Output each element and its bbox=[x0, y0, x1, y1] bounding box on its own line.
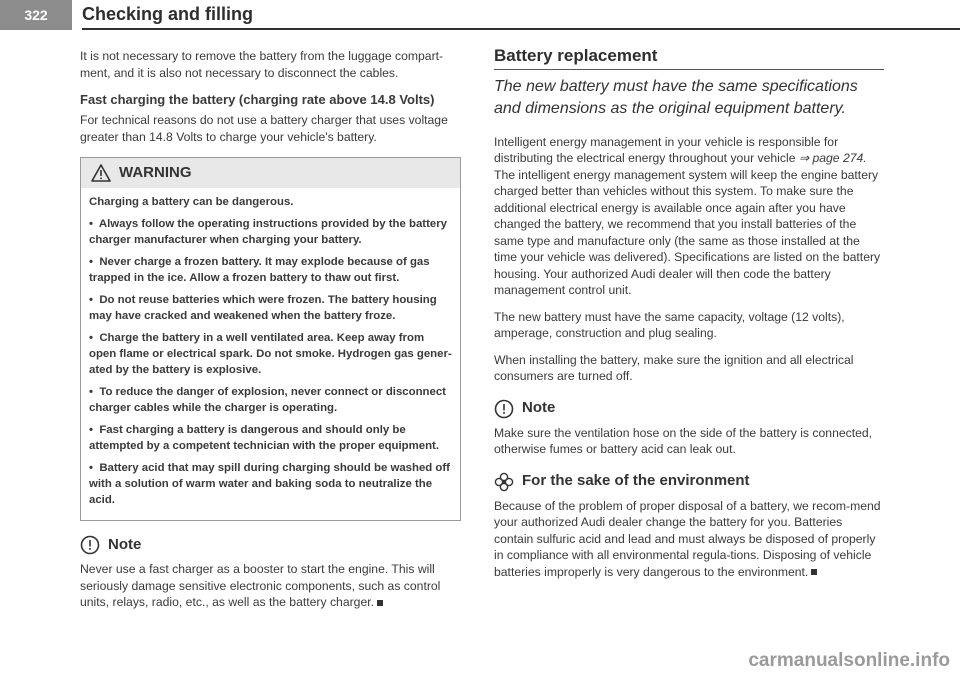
fast-charging-text: For technical reasons do not use a battery charger that uses voltage greater than 14.8 Volts to charge your vehicle's battery. bbox=[80, 113, 448, 144]
fast-charging-heading: Fast charging the battery (charging rate above 14.8 Volts) bbox=[80, 92, 435, 107]
paragraph-specifications: The new battery must have the same capacity, voltage (12 volts), amperage, construction and plug sealing. bbox=[494, 309, 845, 340]
environment-flower-icon bbox=[494, 472, 514, 492]
chapter-title: Checking and filling bbox=[82, 4, 254, 24]
intro-paragraph: It is not necessary to remove the battery from the luggage compart-ment, and it is also not necessary to disconnect the cables. bbox=[80, 49, 444, 80]
paragraph-energy-management: Intelligent energy management in your vehicle is responsible for distributing the electrical energy throughout your vehicle ⇒ page 274. The intelligent energy management system will keep the engine battery charged better than vehicles without this system. To make sure the additional electrical energy is available once again after you have changed the battery, we recommend that you install batteries of the same type and manufacture only (the same as those installed at the time your vehicle was delivered). Specifications are listed on the battery housing. Your authorized Audi dealer will then code the battery management control unit. bbox=[494, 134, 881, 297]
note-text: Make sure the ventilation hose on the side of the battery is connected, otherwise fumes or battery acid can leak out. bbox=[494, 425, 873, 456]
warning-item: • Always follow the operating instructions provided by the battery charger manufacturer when charging your battery. bbox=[89, 218, 447, 246]
note-text: Never use a fast charger as a booster to start the engine. This will seriously damage sensitive electronic components, such as control units, relays, radio, etc., as well as the battery charger. bbox=[80, 562, 441, 609]
header-rule bbox=[82, 28, 960, 30]
end-mark-icon bbox=[811, 569, 817, 575]
warning-item: • Charge the battery in a well ventilated area. Keep away from open flame or electrical spark. Do not smoke. Hydrogen gas gener-ated by the battery is explosive. bbox=[89, 332, 452, 376]
note-circle-icon bbox=[80, 535, 100, 555]
warning-item: • Battery acid that may spill during charging should be washed off with a solution of warm water and baking soda to neutralize the acid. bbox=[89, 462, 450, 506]
site-watermark: carmanualsonline.info bbox=[748, 650, 950, 671]
page-header bbox=[0, 0, 960, 30]
note-label: Note bbox=[108, 535, 142, 553]
page-reference-link[interactable]: ⇒ page 274. bbox=[798, 151, 867, 165]
environment-text: Because of the problem of proper disposal of a battery, we recom-mend your authorized Audi dealer change the battery for you. Batteries contain sulfuric acid and lead and must always be disposed of properly in compliance with all environmental regula-tions. Disposing of vehicle batteries improperly is very dangerous to the environment. bbox=[494, 498, 881, 579]
paragraph-installation: When installing the battery, make sure the ignition and all electrical consumers are turned off. bbox=[494, 352, 854, 383]
note-label: Note bbox=[522, 399, 556, 417]
warning-item: • To reduce the danger of explosion, never connect or disconnect charger cables while the charger is operating. bbox=[89, 386, 446, 414]
warning-header bbox=[81, 158, 460, 188]
note-heading bbox=[494, 399, 884, 419]
section-lead: The new battery must have the same specifications and dimensions as the original equipment battery. bbox=[494, 77, 858, 117]
section-title: Battery replacement bbox=[494, 48, 884, 70]
warning-label: WARNING bbox=[119, 163, 192, 181]
warning-box bbox=[80, 157, 461, 521]
warning-item: • Fast charging a battery is dangerous and should only be attempted by a competent technician with the proper equipment. bbox=[89, 424, 439, 452]
left-column bbox=[80, 48, 461, 621]
warning-intro: Charging a battery can be dangerous. bbox=[89, 196, 294, 208]
warning-item: • Do not reuse batteries which were frozen. The battery housing may have cracked and weakened when the battery froze. bbox=[89, 294, 437, 322]
page-number: 322 bbox=[0, 0, 72, 30]
warning-body bbox=[81, 188, 460, 520]
note-heading bbox=[80, 535, 461, 555]
warning-item: • Never charge a frozen battery. It may explode because of gas trapped in the ice. Allow a frozen battery to thaw out first. bbox=[89, 256, 430, 284]
environment-heading bbox=[494, 472, 884, 492]
warning-triangle-icon bbox=[91, 164, 111, 182]
right-column bbox=[494, 48, 884, 590]
end-mark-icon bbox=[377, 600, 383, 606]
environment-label: For the sake of the environment bbox=[522, 472, 750, 490]
note-circle-icon bbox=[494, 399, 514, 419]
